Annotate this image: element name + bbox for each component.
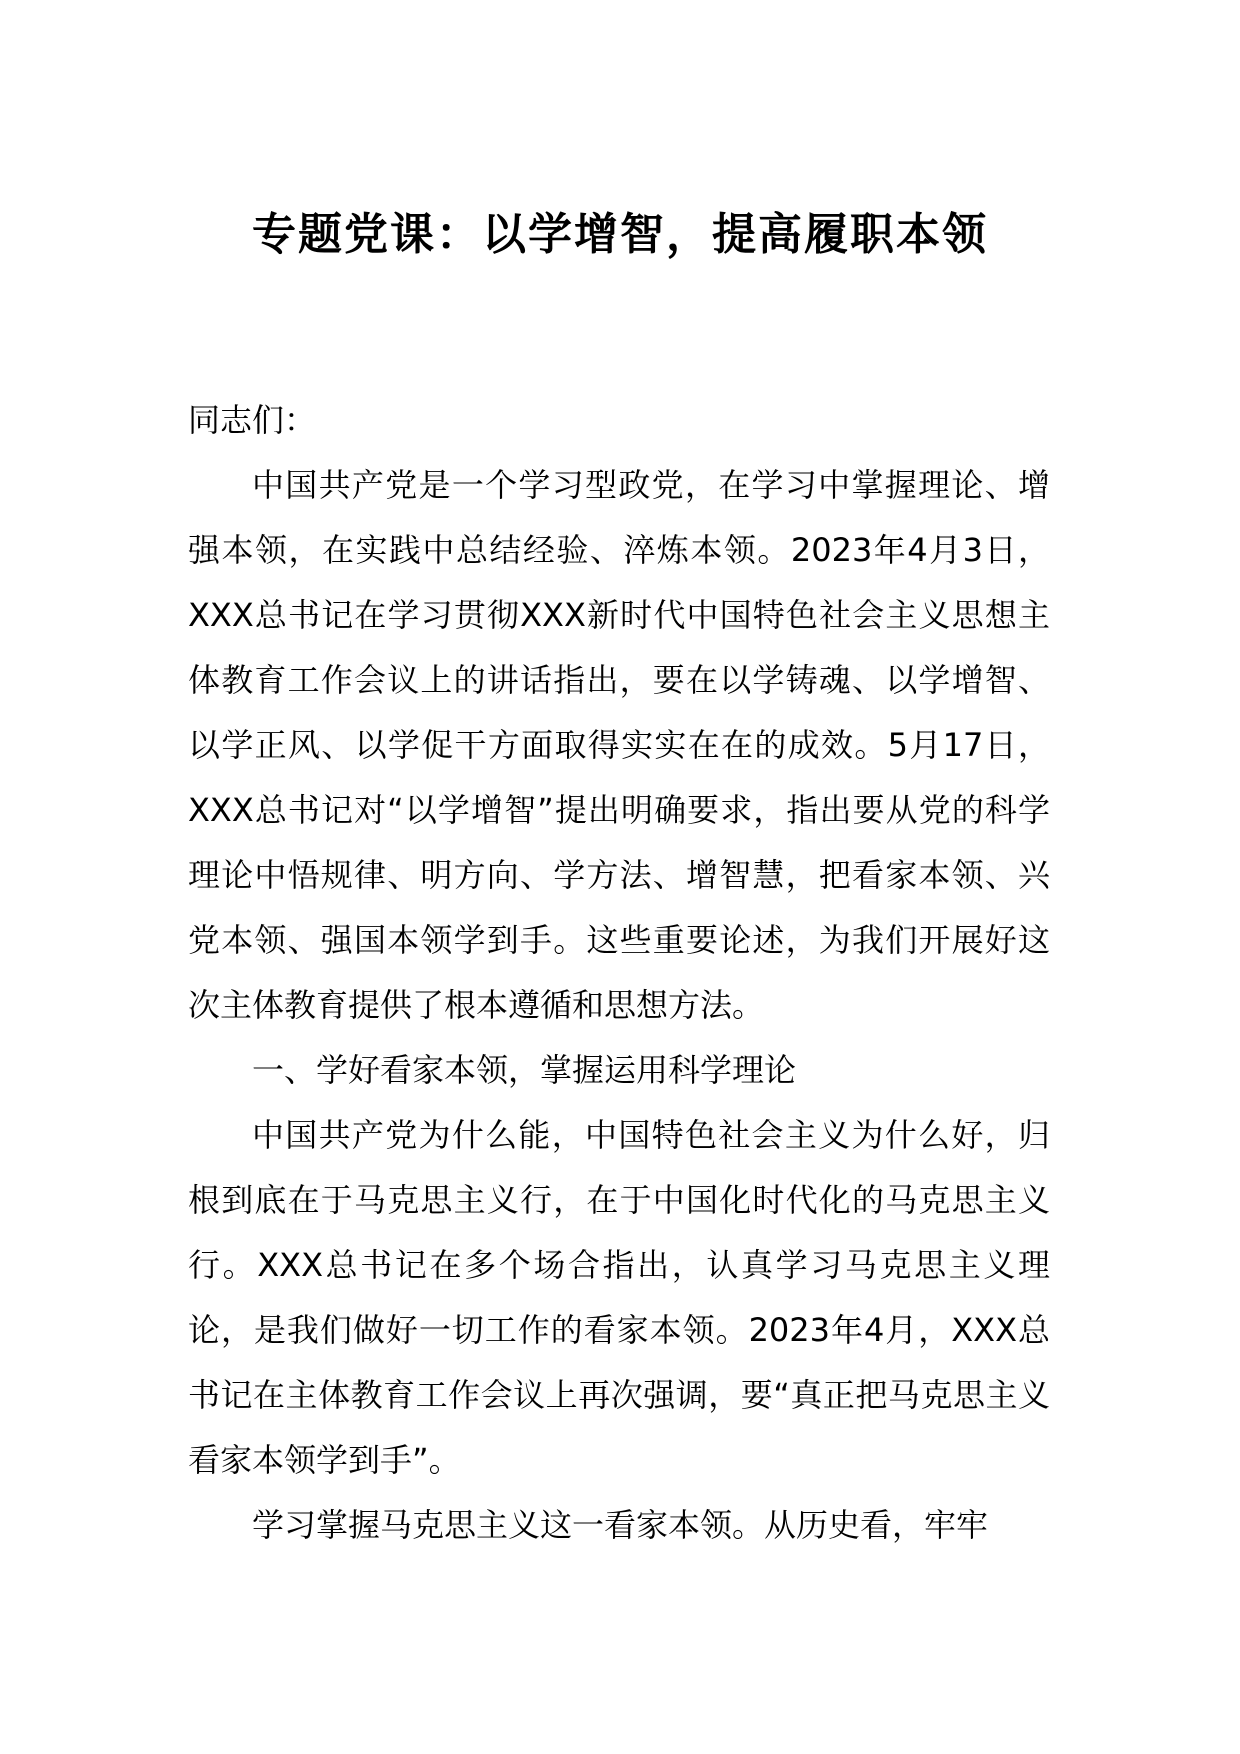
document-title: 专题党课：以学增智，提高履职本领 xyxy=(252,209,988,260)
salutation: 同志们： xyxy=(188,401,317,439)
paragraph-section-1: 中国共产党为什么能，中国特色社会主义为什么好，归根到底在于马克思主义行，在于中国化时代化的马克思主义行。XXX总书记在多个场合指出，认真学习马克思主义理论，是我们做好一切工作的看家本领。2023年4月，XXX总书记在主体教育工作会议上再次强调，要“真正把马克思主义看家本领学到手”。 xyxy=(188,1116,1050,1479)
section-heading-1: 一、学好看家本领，掌握运用科学理论 xyxy=(252,1051,797,1089)
paragraph-continued: 学习掌握马克思主义这一看家本领。从历史看，牢牢 xyxy=(252,1506,989,1544)
paragraph-intro: 中国共产党是一个学习型政党，在学习中掌握理论、增强本领，在实践中总结经验、淬炼本领。2023年4月3日，XXX总书记在学习贯彻XXX新时代中国特色社会主义思想主体教育工作会议上的讲话指出，要在以学铸魂、以学增智、以学正风、以学促干方面取得实实在在的成效。5月17日，XXX总书记对“以学增智”提出明确要求，指出要从党的科学理论中悟规律、明方向、学方法、增智慧，把看家本领、兴党本领、强国本领学到手。这些重要论述，为我们开展好这次主体教育提供了根本遵循和思想方法。 xyxy=(188,466,1050,1024)
document-body xyxy=(188,388,1050,1558)
